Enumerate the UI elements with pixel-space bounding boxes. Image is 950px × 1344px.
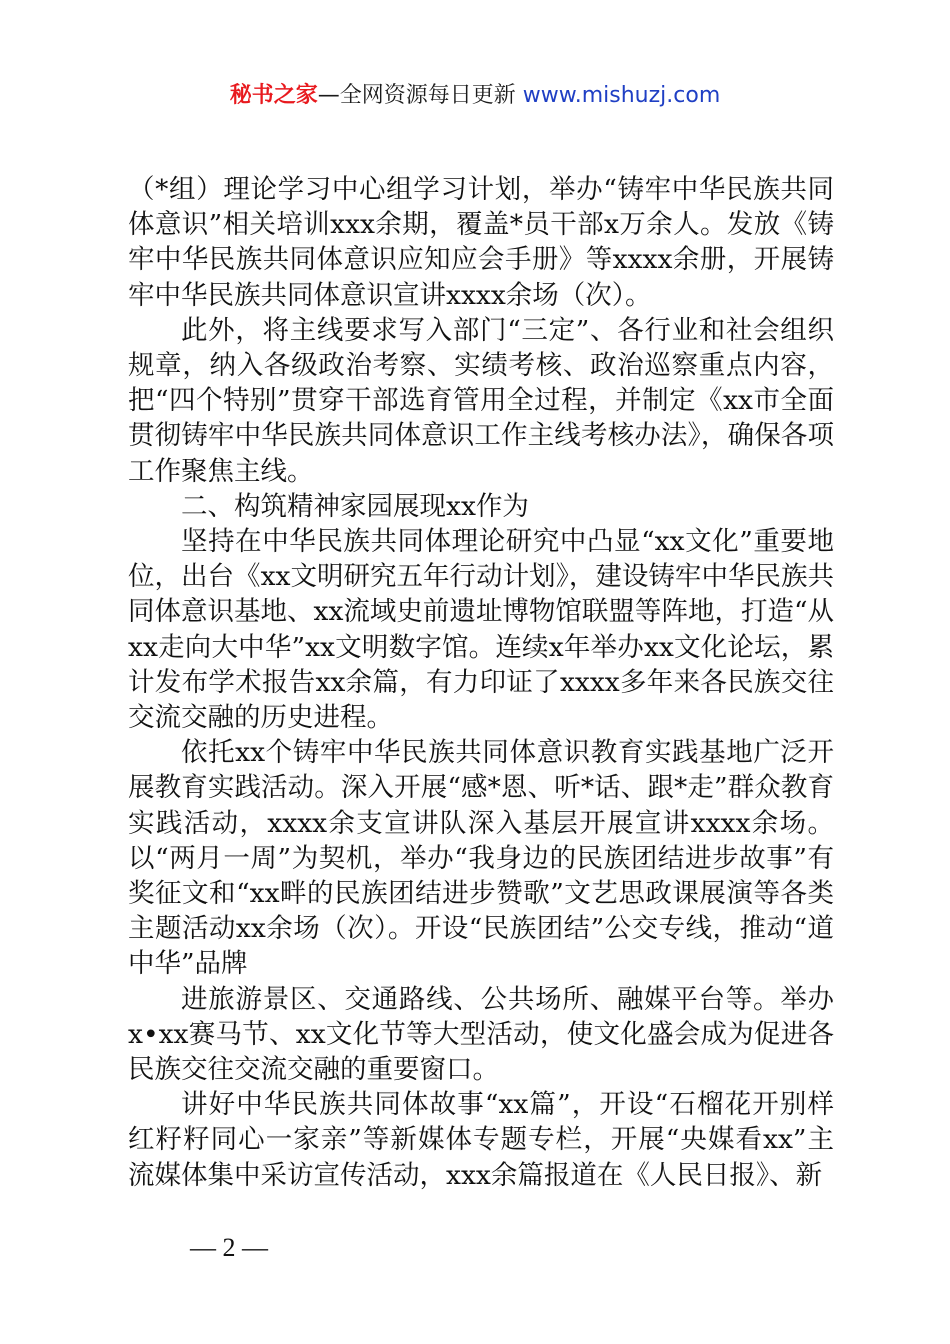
site-brand: 秘书之家: [229, 83, 318, 108]
paragraph: 依托xx个铸牢中华民族共同体意识教育实践基地广泛开展教育实践活动。深入开展“感*恩、听*话、跟*走”群众教育实践活动，xxxx余支宣讲队深入基层开展宣讲xxxx余场。以“两月一周”为契机，举办“我身边的民族团结进步故事”有奖征文和“xx畔的民族团结进步赞歌”文艺思政课展演等各类主题活动xx余场（次）。开设“民族团结”公交专线，推动“道中华”品牌: [128, 737, 834, 980]
paragraph: 讲好中华民族共同体故事“xx篇”，开设“石榴花开别样红籽籽同心一家亲”等新媒体专题专栏，开展“央媒看xx”主流媒体集中采访宣传活动，xxx余篇报道在《人民日报》、新: [128, 1089, 834, 1191]
page-number: — 2 —: [190, 1233, 268, 1262]
site-slogan: —全网资源每日更新: [317, 83, 523, 108]
paragraph: 进旅游景区、交通路线、公共场所、融媒平台等。举办x•xx赛马节、xx文化节等大型活动，使文化盛会成为促进各民族交往交流交融的重要窗口。: [128, 983, 834, 1086]
paragraph-continuation: （*组）理论学习中心组学习计划，举办“铸牢中华民族共同体意识”相关培训xxx余期，覆盖*员干部x万余人。发放《铸牢中华民族共同体意识应知应会手册》等xxxx余册，开展铸牢中华民族共同体意识宣讲xxxx余场（次）。: [128, 174, 834, 311]
site-header: [0, 80, 950, 112]
section-heading: 二、构筑精神家园展现xx作为: [181, 490, 529, 522]
paragraph: 坚持在中华民族共同体理论研究中凸显“xx文化”重要地位，出台《xx文明研究五年行动计划》，建设铸牢中华民族共同体意识基地、xx流域史前遗址博物馆联盟等阵地，打造“从xx走向大中华”xx文明数字馆。连续x年举办xx文化论坛，累计发布学术报告xx余篇，有力印证了xxxx多年来各民族交往交流交融的历史进程。: [128, 526, 834, 734]
site-url-link[interactable]: www.mishuzj.com: [522, 83, 721, 108]
document-body: [128, 172, 834, 1193]
paragraph: 此外，将主线要求写入部门“三定”、各行业和社会组织规章，纳入各级政治考察、实绩考核、政治巡察重点内容，把“四个特别”贯穿干部选育管用全过程，并制定《xx市全面贯彻铸牢中华民族共同体意识工作主线考核办法》，确保各项工作聚焦主线。: [128, 314, 834, 487]
